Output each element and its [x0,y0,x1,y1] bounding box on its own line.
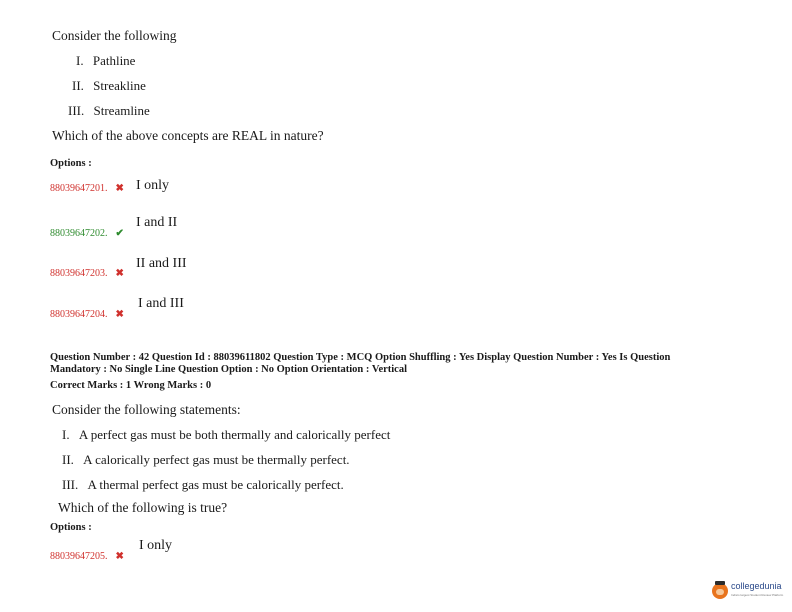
option-id: 88039647204. [50,309,108,320]
item-text: A perfect gas must be both thermally and calorically perfect [78,427,391,442]
item-text: A calorically perfect gas must be thermally perfect. [83,452,350,467]
q2-item-2 [62,452,350,468]
q2-question: Which of the following is true? [58,500,228,515]
collegedunia-logo [712,582,783,600]
item-num: I. [76,53,84,68]
wrong-mark-icon: ✖ [115,268,124,279]
q1-option-3-text: II and III [136,256,187,271]
q1-item-2 [72,78,146,94]
item-num: II. [72,78,84,93]
q1-option-2[interactable] [50,223,124,241]
q1-option-2-text: I and II [136,215,178,230]
item-num: III. [68,103,85,118]
q1-option-3[interactable] [50,263,124,281]
item-text: Streamline [93,103,150,118]
logo-tagline: India's largest Student Review Platform [731,593,784,597]
wrong-mark-icon: ✖ [115,551,124,562]
q2-meta-line-2: Mandatory : No Single Line Question Option : No Option Orientation : Vertical [50,364,408,375]
q1-stem: Consider the following [52,28,177,43]
q1-options-label: Options : [50,158,92,169]
q1-item-1 [76,53,135,69]
option-id: 88039647203. [50,268,108,279]
q1-option-1[interactable] [50,178,124,196]
item-num: II. [62,452,74,467]
q2-option-1[interactable] [50,546,124,564]
q1-question: Which of the above concepts are REAL in nature? [52,128,324,143]
mascot-icon [712,583,728,599]
q2-marks: Correct Marks : 1 Wrong Marks : 0 [50,380,212,391]
option-id: 88039647201. [50,183,108,194]
item-text: Pathline [92,53,136,68]
logo-name: collegedunia [731,581,782,591]
correct-mark-icon: ✔ [115,228,124,239]
item-text: Streakline [93,78,146,93]
q1-option-4-text: I and III [138,296,184,311]
q2-options-label: Options : [50,522,92,533]
wrong-mark-icon: ✖ [115,309,124,320]
wrong-mark-icon: ✖ [115,183,124,194]
item-text: A thermal perfect gas must be calorically perfect. [87,477,344,492]
q2-item-1 [62,427,390,443]
option-id: 88039647205. [50,551,108,562]
q2-item-3 [62,477,344,493]
q1-option-4[interactable] [50,304,124,322]
q2-option-1-text: I only [139,538,173,553]
q2-stem: Consider the following statements: [52,402,241,417]
option-id: 88039647202. [50,228,108,239]
item-num: III. [62,477,79,492]
q1-item-3 [68,103,150,119]
q2-meta-line-1: Question Number : 42 Question Id : 88039611802 Question Type : MCQ Option Shuffling : Yes Display Question Number : Yes Is Question [50,352,671,363]
q1-option-1-text: I only [136,178,170,193]
item-num: I. [62,427,70,442]
